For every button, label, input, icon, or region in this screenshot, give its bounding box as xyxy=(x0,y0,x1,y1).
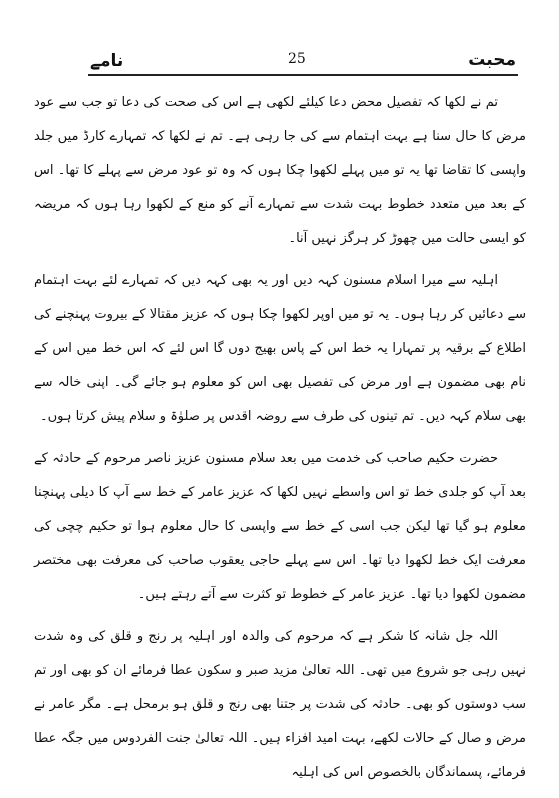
header-title-right: محبت xyxy=(468,50,516,70)
header-title-left: نامے xyxy=(90,51,124,71)
page-number: 25 xyxy=(288,51,306,67)
paragraph-4: اللہ جل شانہ کا شکر ہے کہ مرحوم کی والدہ اور اہلیہ پر رنج و قلق کی وہ شدت نہیں رہی جو شروع میں تھی۔ اللہ تعالیٰ مزید صبر و سکون عطا فرمائے ان کو بھی اور تم سب دوستوں کو بھی۔ حادثہ کی شدت پر جتنا بھی رنج و قلق ہو برمحل ہے۔ مگر عامر نے مرض و صال کے حالات لکھے، بہت امید افزاء ہیں۔ اللہ تعالیٰ جنت الفردوس میں جگہ عطا فرمائے، پسماندگان بالخصوص اس کی اہلیہ xyxy=(34,629,526,780)
header-rule xyxy=(88,74,518,76)
paragraph-1: تم نے لکھا کہ تفصیل محض دعا کیلئے لکھی ہے اس کی صحت کی دعا تو جب سے عود مرض کا حال سنا ہے بہت اہتمام سے کی جا رہی ہے۔ تم نے لکھا کہ تمہارے کارڈ میں جلد واپسی کا تقاضا تھا یہ تو میں پہلے لکھوا چکا ہوں کہ وہ تو عود مرض سے پہلے کا تھا۔ اس کے بعد میں متعدد خطوط بہت شدت سے تمہارے آنے کو منع کے لکھوا رہا ہوں کہ مریضہ کو ایسی حالت میں چھوڑ کر ہرگز نہیں آنا۔ xyxy=(34,95,526,246)
paragraph-2: اہلیہ سے میرا اسلام مسنون کہہ دیں اور یہ بھی کہہ دیں کہ تمہارے لئے بہت اہتمام سے دعائیں کر رہا ہوں۔ یہ تو میں اوپر لکھوا چکا ہوں کہ عزیز مقتالا کے بیروت پہنچنے کی اطلاع کے برقیہ پر تمہارا یہ خط اس کے پاس بھیج دوں گا اس لئے کہ اس خط میں اس کے نام بھی مضمون ہے اور مرض کی تفصیل بھی اس کو معلوم ہو جائے گی۔ اپنی خالہ سے بھی سلام کہہ دیں۔ تم تینوں کی طرف سے روضہ اقدس پر صلوٰۃ و سلام پیش کرتا ہوں۔ xyxy=(34,273,526,424)
paragraph-3: حضرت حکیم صاحب کی خدمت میں بعد سلام مسنون عزیز ناصر مرحوم کے حادثہ کے بعد آپ کو جلدی خط تو اس واسطے نہیں لکھا کہ عزیز عامر کے خط سے آپ کا دیلی پہنچنا معلوم ہو گیا تھا لیکن جب اسی کے خط سے واپسی کا حال معلوم ہوا تو حکیم چچی کی معرفت ایک خط لکھوا دیا تھا۔ اس سے پہلے حاجی یعقوب صاحب کی معرفت بھی مختصر مضمون لکھوا دیا تھا۔ عزیز عامر کے خطوط تو کثرت سے آتے رہتے ہیں۔ xyxy=(34,451,526,602)
page-header xyxy=(88,48,518,76)
body-text xyxy=(34,86,526,798)
